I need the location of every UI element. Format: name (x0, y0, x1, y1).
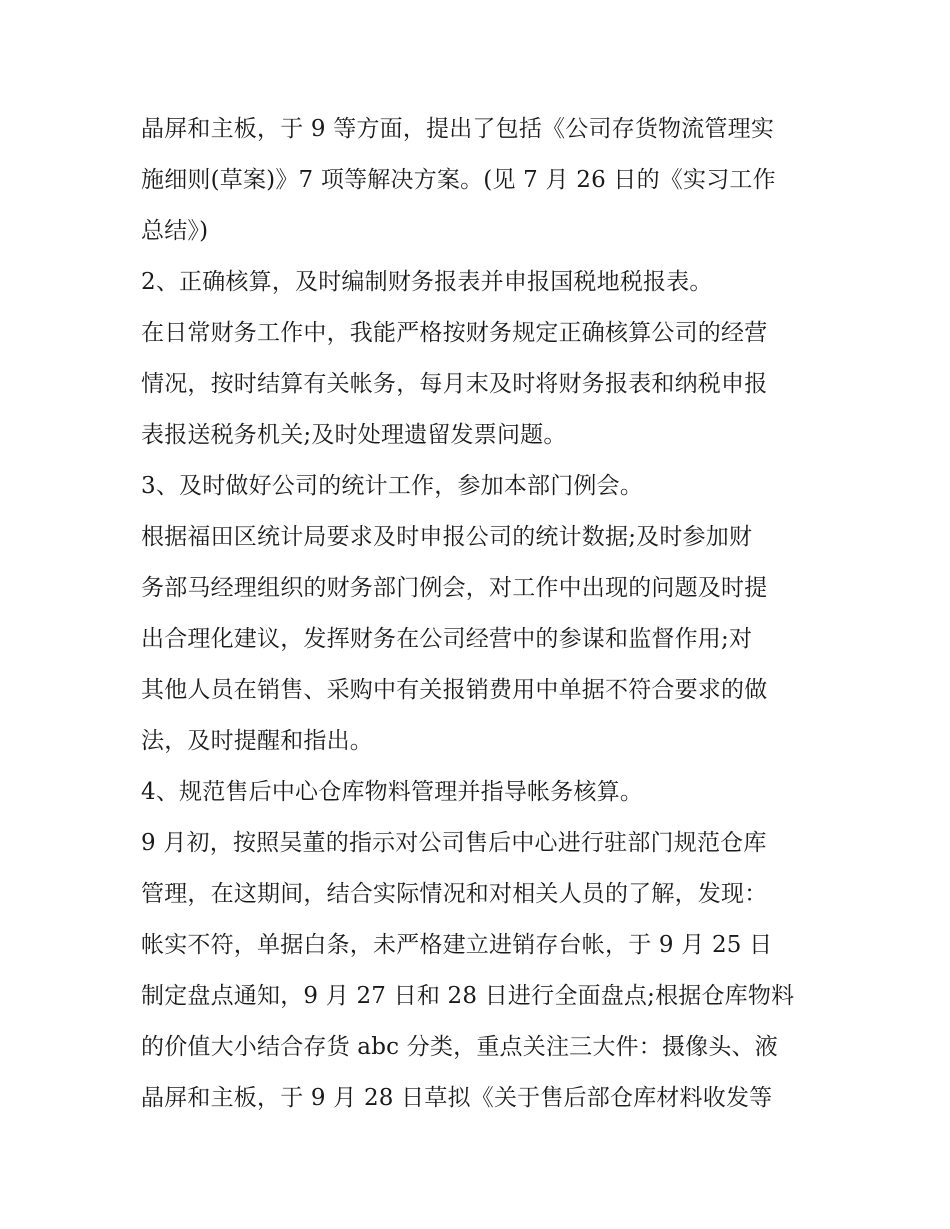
text-line: 的价值大小结合存货 abc 分类，重点关注三大件：摄像头、液 (141, 1034, 778, 1060)
section-heading-3: 3、及时做好公司的统计工作，参加本部门例会。 (141, 473, 644, 499)
text-line: 制定盘点通知，9 月 27 日和 28 日进行全面盘点;根据仓库物料 (141, 983, 795, 1009)
text-line: 其他人员在销售、采购中有关报销费用中单据不符合要求的做 (141, 677, 768, 703)
document-body (141, 104, 813, 1124)
section-heading-4: 4、规范售后中心仓库物料管理并指导帐务核算。 (141, 779, 644, 805)
text-line: 总结》) (141, 218, 209, 244)
text-line: 法，及时提醒和指出。 (141, 728, 373, 754)
text-line: 9 月初，按照吴董的指示对公司售后中心进行驻部门规范仓库 (141, 830, 767, 856)
section-heading-2: 2、正确核算，及时编制财务报表并申报国税地税报表。 (141, 269, 713, 295)
text-line: 晶屏和主板，于 9 月 28 日草拟《关于售后部仓库材料收发等 (141, 1085, 773, 1111)
text-line: 帐实不符，单据白条，未严格建立进销存台帐，于 9 月 25 日 (141, 932, 773, 958)
text-line: 根据福田区统计局要求及时申报公司的统计数据;及时参加财 (141, 524, 753, 550)
text-line: 施细则(草案)》7 项等解决方案。(见 7 月 26 日的《实习工作 (141, 167, 776, 193)
text-line: 在日常财务工作中，我能严格按财务规定正确核算公司的经营 (141, 320, 768, 346)
text-line: 管理，在这期间，结合实际情况和对相关人员的了解，发现： (141, 881, 768, 907)
text-line: 务部马经理组织的财务部门例会，对工作中出现的问题及时提 (141, 575, 768, 601)
text-line: 情况，按时结算有关帐务，每月末及时将财务报表和纳税申报 (141, 371, 768, 397)
text-line: 表报送税务机关;及时处理遗留发票问题。 (141, 422, 567, 448)
text-line: 晶屏和主板，于 9 等方面，提出了包括《公司存货物流管理实 (141, 116, 775, 142)
text-line: 出合理化建议，发挥财务在公司经营中的参谋和监督作用;对 (141, 626, 753, 652)
